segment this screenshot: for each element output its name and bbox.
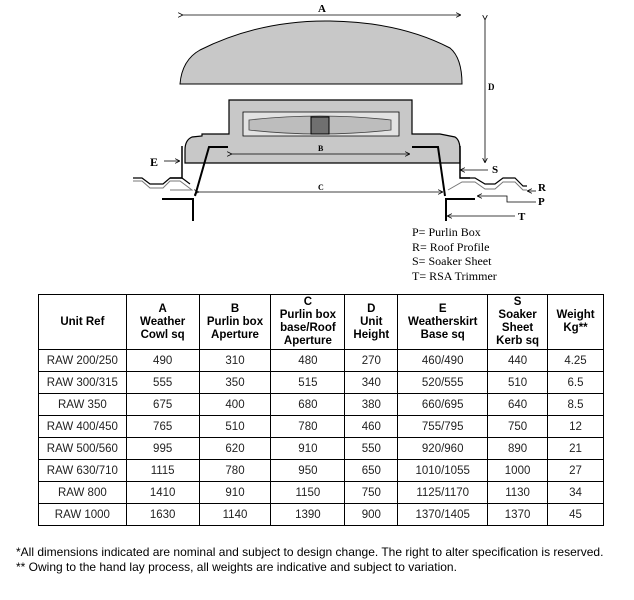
table-cell: 555 [126, 372, 199, 394]
column-header-line: Unit Ref [60, 315, 105, 328]
label-r: R [538, 182, 546, 194]
roof-unit-diagram [0, 0, 634, 290]
label-e: E [150, 155, 159, 169]
legend-item: R= Roof Profile [412, 239, 490, 254]
table-cell: 12 [548, 416, 604, 438]
table-cell: RAW 300/315 [39, 372, 127, 394]
column-header [271, 295, 345, 350]
table-cell: 460/490 [398, 350, 488, 372]
column-header-line: A [158, 302, 167, 315]
specification-table [38, 294, 604, 526]
table-cell: 490 [126, 350, 199, 372]
table-cell: 1370/1405 [398, 504, 488, 526]
table-cell: 8.5 [548, 394, 604, 416]
table-cell: 510 [488, 372, 548, 394]
rsa-trimmer-right [446, 199, 475, 221]
table-cell: RAW 1000 [39, 504, 127, 526]
column-header-line: Purlin box [279, 309, 336, 321]
label-d: D [488, 82, 495, 92]
table-cell: 340 [345, 372, 398, 394]
table-cell: 4.25 [548, 350, 604, 372]
table-cell: 510 [199, 416, 271, 438]
table-cell: 1150 [271, 482, 345, 504]
table-cell: 780 [271, 416, 345, 438]
weather-cowl [180, 21, 462, 84]
table-row [39, 438, 604, 460]
table-cell: 950 [271, 460, 345, 482]
table-cell: 1390 [271, 504, 345, 526]
fan-hub [311, 117, 329, 134]
label-a: A [318, 3, 326, 15]
column-header-line: D [367, 302, 376, 315]
table-row [39, 416, 604, 438]
table-row [39, 394, 604, 416]
footnotes [16, 545, 626, 575]
table-cell: 1630 [126, 504, 199, 526]
legend-item: S= Soaker Sheet [412, 254, 492, 268]
column-header-line: C [303, 296, 313, 308]
table-cell: 460 [345, 416, 398, 438]
table-cell: RAW 350 [39, 394, 127, 416]
column-header-line: Kg** [563, 322, 588, 334]
table-cell: 765 [126, 416, 199, 438]
column-header-line: S [513, 296, 522, 308]
column-header [398, 295, 488, 350]
table-cell: 270 [345, 350, 398, 372]
column-header-line: Aperture [283, 335, 332, 347]
column-header-line: Kerb sq [496, 335, 539, 347]
column-header [548, 295, 604, 350]
legend-item: T= RSA Trimmer [412, 268, 497, 283]
table-cell: RAW 630/710 [39, 460, 127, 482]
table-cell: 45 [548, 504, 604, 526]
table-cell: 515 [271, 372, 345, 394]
column-header-line: Weight [556, 309, 595, 321]
table-cell: 920/960 [398, 438, 488, 460]
table-cell: 1000 [488, 460, 548, 482]
table-row [39, 504, 604, 526]
table-cell: 380 [345, 394, 398, 416]
table-cell: 34 [548, 482, 604, 504]
label-c: C [318, 183, 324, 192]
table-cell: 755/795 [398, 416, 488, 438]
table-cell: 675 [126, 394, 199, 416]
table-cell: 660/695 [398, 394, 488, 416]
table-cell: 680 [271, 394, 345, 416]
column-header-line: Soaker [498, 309, 537, 321]
table-cell: 400 [199, 394, 271, 416]
column-header [126, 295, 199, 350]
legend-item: P= Purlin Box [412, 225, 481, 239]
table-cell: 550 [345, 438, 398, 460]
table-cell: 480 [271, 350, 345, 372]
table-cell: RAW 800 [39, 482, 127, 504]
table-cell: 310 [199, 350, 271, 372]
table-cell: 1410 [126, 482, 199, 504]
table-cell: 995 [126, 438, 199, 460]
table-cell: 1010/1055 [398, 460, 488, 482]
table-row [39, 350, 604, 372]
table-cell: 780 [199, 460, 271, 482]
table-cell: 640 [488, 394, 548, 416]
table-cell: RAW 400/450 [39, 416, 127, 438]
column-header-line: Purlin box [206, 315, 264, 328]
column-header-line: Weather [140, 315, 186, 328]
table-row [39, 460, 604, 482]
rsa-trimmer-left [162, 199, 193, 221]
column-header-line: B [230, 302, 240, 315]
column-header-line: E [438, 302, 447, 315]
column-header-line: Cowl sq [140, 328, 185, 341]
table-cell: 21 [548, 438, 604, 460]
table-cell: RAW 500/560 [39, 438, 127, 460]
table-cell: 6.5 [548, 372, 604, 394]
table-cell: 520/555 [398, 372, 488, 394]
table-header-row [39, 295, 604, 350]
column-header [345, 295, 398, 350]
table-cell: 750 [488, 416, 548, 438]
table-row [39, 372, 604, 394]
column-header-line: Sheet [501, 322, 534, 334]
table-cell: 1125/1170 [398, 482, 488, 504]
table-cell: 1370 [488, 504, 548, 526]
label-b: B [318, 144, 324, 153]
column-header-line: Unit [360, 315, 383, 328]
table-cell: 1140 [199, 504, 271, 526]
footnote-weights: ** Owing to the hand lay process, all weights are indicative and subject to variation. [16, 560, 457, 574]
label-p: P [538, 196, 545, 208]
column-header [488, 295, 548, 350]
table-cell: 1115 [126, 460, 199, 482]
table-cell: 440 [488, 350, 548, 372]
table-cell: 910 [199, 482, 271, 504]
footnote-dimensions: *All dimensions indicated are nominal and subject to design change. The right to alter specification is reserved. [16, 545, 604, 559]
table-cell: 890 [488, 438, 548, 460]
label-t: T [518, 211, 526, 223]
table-cell: 910 [271, 438, 345, 460]
column-header-line: base/Roof [280, 322, 336, 334]
table-cell: 620 [199, 438, 271, 460]
column-header [199, 295, 271, 350]
column-header-line: Base sq [420, 328, 465, 341]
table-cell: 27 [548, 460, 604, 482]
column-header-line: Height [353, 328, 390, 341]
column-header-line: Weatherskirt [407, 315, 478, 328]
table-cell: 750 [345, 482, 398, 504]
column-header-line: Aperture [211, 328, 259, 341]
table-cell: 350 [199, 372, 271, 394]
table-cell: 650 [345, 460, 398, 482]
diagram-legend [412, 225, 497, 283]
table-cell: 1130 [488, 482, 548, 504]
table-row [39, 482, 604, 504]
table-cell: RAW 200/250 [39, 350, 127, 372]
label-s: S [492, 164, 499, 176]
column-header [39, 295, 127, 350]
table-cell: 900 [345, 504, 398, 526]
